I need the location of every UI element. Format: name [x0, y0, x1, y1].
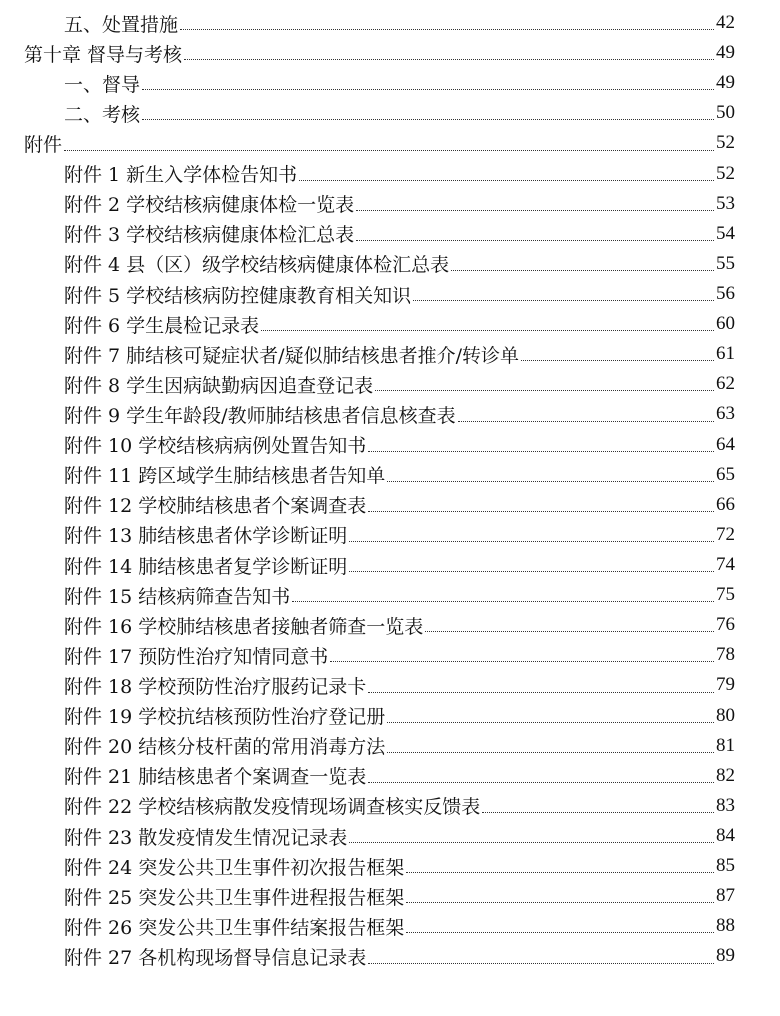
toc-chapter-entry[interactable] — [0, 38, 780, 68]
toc-page-number: 78 — [716, 644, 735, 666]
toc-page-number: 82 — [716, 764, 735, 786]
toc-entry-title: 附件 16 学校肺结核患者接触者筛查一览表 — [64, 615, 424, 638]
toc-entry-title: 附件 5 学校结核病防控健康教育相关知识 — [64, 284, 412, 307]
table-of-contents — [0, 8, 780, 972]
dot-leader — [368, 692, 714, 693]
toc-entry-title: 附件 24 突发公共卫生事件初次报告框架 — [64, 856, 405, 879]
dot-leader — [387, 481, 714, 482]
toc-page-number: 60 — [716, 313, 735, 335]
toc-page-number: 81 — [716, 734, 735, 756]
toc-entry-title: 五、处置措施 — [64, 13, 179, 36]
toc-entry-title: 附件 25 突发公共卫生事件进程报告框架 — [64, 886, 405, 909]
toc-entry-title: 二、考核 — [64, 103, 141, 126]
toc-entry-title: 附件 23 散发疫情发生情况记录表 — [64, 826, 348, 849]
toc-entry-title: 附件 1 新生入学体检告知书 — [64, 164, 298, 187]
toc-page-number: 42 — [716, 12, 735, 34]
dot-leader — [299, 180, 714, 181]
toc-page-number: 85 — [716, 855, 735, 877]
toc-entry[interactable] — [0, 399, 780, 429]
dot-leader — [406, 872, 714, 873]
toc-entry[interactable] — [0, 279, 780, 309]
dot-leader — [521, 360, 714, 361]
toc-entry-title: 附件 13 肺结核患者休学诊断证明 — [64, 525, 348, 548]
toc-page-number: 62 — [716, 373, 735, 395]
toc-entry-title: 附件 17 预防性治疗知情同意书 — [64, 645, 329, 668]
dot-leader — [64, 150, 714, 151]
toc-page-number: 75 — [716, 584, 735, 606]
toc-page-number: 72 — [716, 523, 735, 545]
toc-entry-title: 附件 3 学校结核病健康体检汇总表 — [64, 224, 355, 247]
toc-entry-title: 附件 10 学校结核病病例处置告知书 — [64, 435, 367, 458]
toc-entry-title: 附件 20 结核分枝杆菌的常用消毒方法 — [64, 736, 386, 759]
toc-page-number: 52 — [716, 162, 735, 184]
toc-entry-title: 第十章 督导与考核 — [24, 43, 183, 66]
dot-leader — [292, 601, 714, 602]
toc-page-number: 66 — [716, 493, 735, 515]
dot-leader — [349, 842, 714, 843]
toc-entry[interactable] — [0, 881, 780, 911]
dot-leader — [180, 29, 714, 30]
toc-entry-title: 附件 11 跨区域学生肺结核患者告知单 — [64, 465, 386, 488]
toc-entry[interactable] — [0, 520, 780, 550]
toc-entry[interactable] — [0, 8, 780, 38]
dot-leader — [330, 661, 714, 662]
toc-entry[interactable] — [0, 490, 780, 520]
toc-page-number: 53 — [716, 192, 735, 214]
toc-page-number: 74 — [716, 554, 735, 576]
toc-page-number: 61 — [716, 343, 735, 365]
toc-entry[interactable] — [0, 249, 780, 279]
toc-entry-title: 附件 14 肺结核患者复学诊断证明 — [64, 555, 348, 578]
toc-entry[interactable] — [0, 821, 780, 851]
toc-entry[interactable] — [0, 68, 780, 98]
dot-leader — [451, 270, 714, 271]
toc-entry[interactable] — [0, 911, 780, 941]
dot-leader — [349, 571, 714, 572]
toc-entry[interactable] — [0, 339, 780, 369]
toc-entry-title: 附件 15 结核病筛查告知书 — [64, 585, 291, 608]
toc-entry[interactable] — [0, 701, 780, 731]
dot-leader — [349, 541, 714, 542]
toc-page-number: 50 — [716, 102, 735, 124]
toc-entry-title: 一、督导 — [64, 73, 141, 96]
toc-entry-title: 附件 27 各机构现场督导信息记录表 — [64, 946, 367, 969]
toc-page-number: 76 — [716, 614, 735, 636]
toc-entry-title: 附件 6 学生晨检记录表 — [64, 314, 260, 337]
toc-entry[interactable] — [0, 580, 780, 610]
toc-entry[interactable] — [0, 189, 780, 219]
toc-entry-title: 附件 12 学校肺结核患者个案调查表 — [64, 495, 367, 518]
toc-entry[interactable] — [0, 219, 780, 249]
toc-entry[interactable] — [0, 460, 780, 490]
toc-entry-title: 附件 21 肺结核患者个案调查一览表 — [64, 766, 367, 789]
toc-page-number: 87 — [716, 885, 735, 907]
toc-entry[interactable] — [0, 309, 780, 339]
dot-leader — [406, 902, 714, 903]
toc-page-number: 63 — [716, 403, 735, 425]
toc-page-number: 79 — [716, 674, 735, 696]
dot-leader — [142, 119, 714, 120]
dot-leader — [184, 59, 714, 60]
toc-entry[interactable] — [0, 550, 780, 580]
toc-entry[interactable] — [0, 369, 780, 399]
dot-leader — [458, 421, 714, 422]
dot-leader — [387, 752, 714, 753]
toc-page-number: 83 — [716, 794, 735, 816]
toc-page-number: 84 — [716, 825, 735, 846]
dot-leader — [368, 511, 714, 512]
toc-chapter-entry[interactable] — [0, 128, 780, 158]
toc-entry-title: 附件 — [24, 133, 63, 156]
toc-entry[interactable] — [0, 610, 780, 640]
toc-page-number: 89 — [716, 945, 735, 967]
toc-entry-title: 附件 18 学校预防性治疗服药记录卡 — [64, 675, 367, 698]
toc-page-number: 56 — [716, 283, 735, 305]
toc-entry-title: 附件 2 学校结核病健康体检一览表 — [64, 194, 355, 217]
toc-page-number: 52 — [716, 132, 735, 154]
toc-entry-title: 附件 9 学生年龄段/教师肺结核患者信息核查表 — [64, 404, 456, 427]
toc-entry[interactable] — [0, 640, 780, 670]
toc-entry[interactable] — [0, 941, 780, 971]
dot-leader — [356, 210, 714, 211]
toc-entry-title: 附件 7 肺结核可疑症状者/疑似肺结核患者推介/转诊单 — [64, 344, 519, 367]
toc-page-number: 64 — [716, 433, 735, 455]
toc-page-number: 88 — [716, 915, 735, 937]
dot-leader — [261, 330, 714, 331]
dot-leader — [413, 300, 714, 301]
toc-entry[interactable] — [0, 851, 780, 881]
toc-entry[interactable] — [0, 98, 780, 128]
toc-page-number: 49 — [716, 42, 735, 64]
toc-entry-title: 附件 26 突发公共卫生事件结案报告框架 — [64, 916, 405, 939]
toc-entry[interactable] — [0, 430, 780, 460]
dot-leader — [425, 631, 714, 632]
toc-entry-title: 附件 19 学校抗结核预防性治疗登记册 — [64, 706, 386, 729]
toc-entry-title: 附件 4 县（区）级学校结核病健康体检汇总表 — [64, 254, 450, 277]
toc-page-number: 55 — [716, 252, 735, 274]
toc-entry[interactable] — [0, 670, 780, 700]
dot-leader — [375, 390, 714, 391]
toc-page-number: 54 — [716, 222, 735, 244]
toc-entry-title: 附件 8 学生因病缺勤病因追查登记表 — [64, 374, 374, 397]
toc-entry[interactable] — [0, 791, 780, 821]
toc-entry[interactable] — [0, 159, 780, 189]
toc-page-number: 49 — [716, 72, 735, 94]
dot-leader — [387, 722, 714, 723]
dot-leader — [482, 812, 714, 813]
dot-leader — [142, 89, 714, 90]
dot-leader — [368, 782, 714, 783]
toc-entry[interactable] — [0, 761, 780, 791]
dot-leader — [356, 240, 714, 241]
dot-leader — [368, 963, 714, 964]
toc-entry[interactable] — [0, 731, 780, 761]
toc-page-number: 80 — [716, 704, 735, 726]
toc-entry-title: 附件 22 学校结核病散发疫情现场调查核实反馈表 — [64, 796, 481, 819]
toc-page-number: 65 — [716, 463, 735, 485]
dot-leader — [406, 932, 714, 933]
dot-leader — [368, 451, 714, 452]
